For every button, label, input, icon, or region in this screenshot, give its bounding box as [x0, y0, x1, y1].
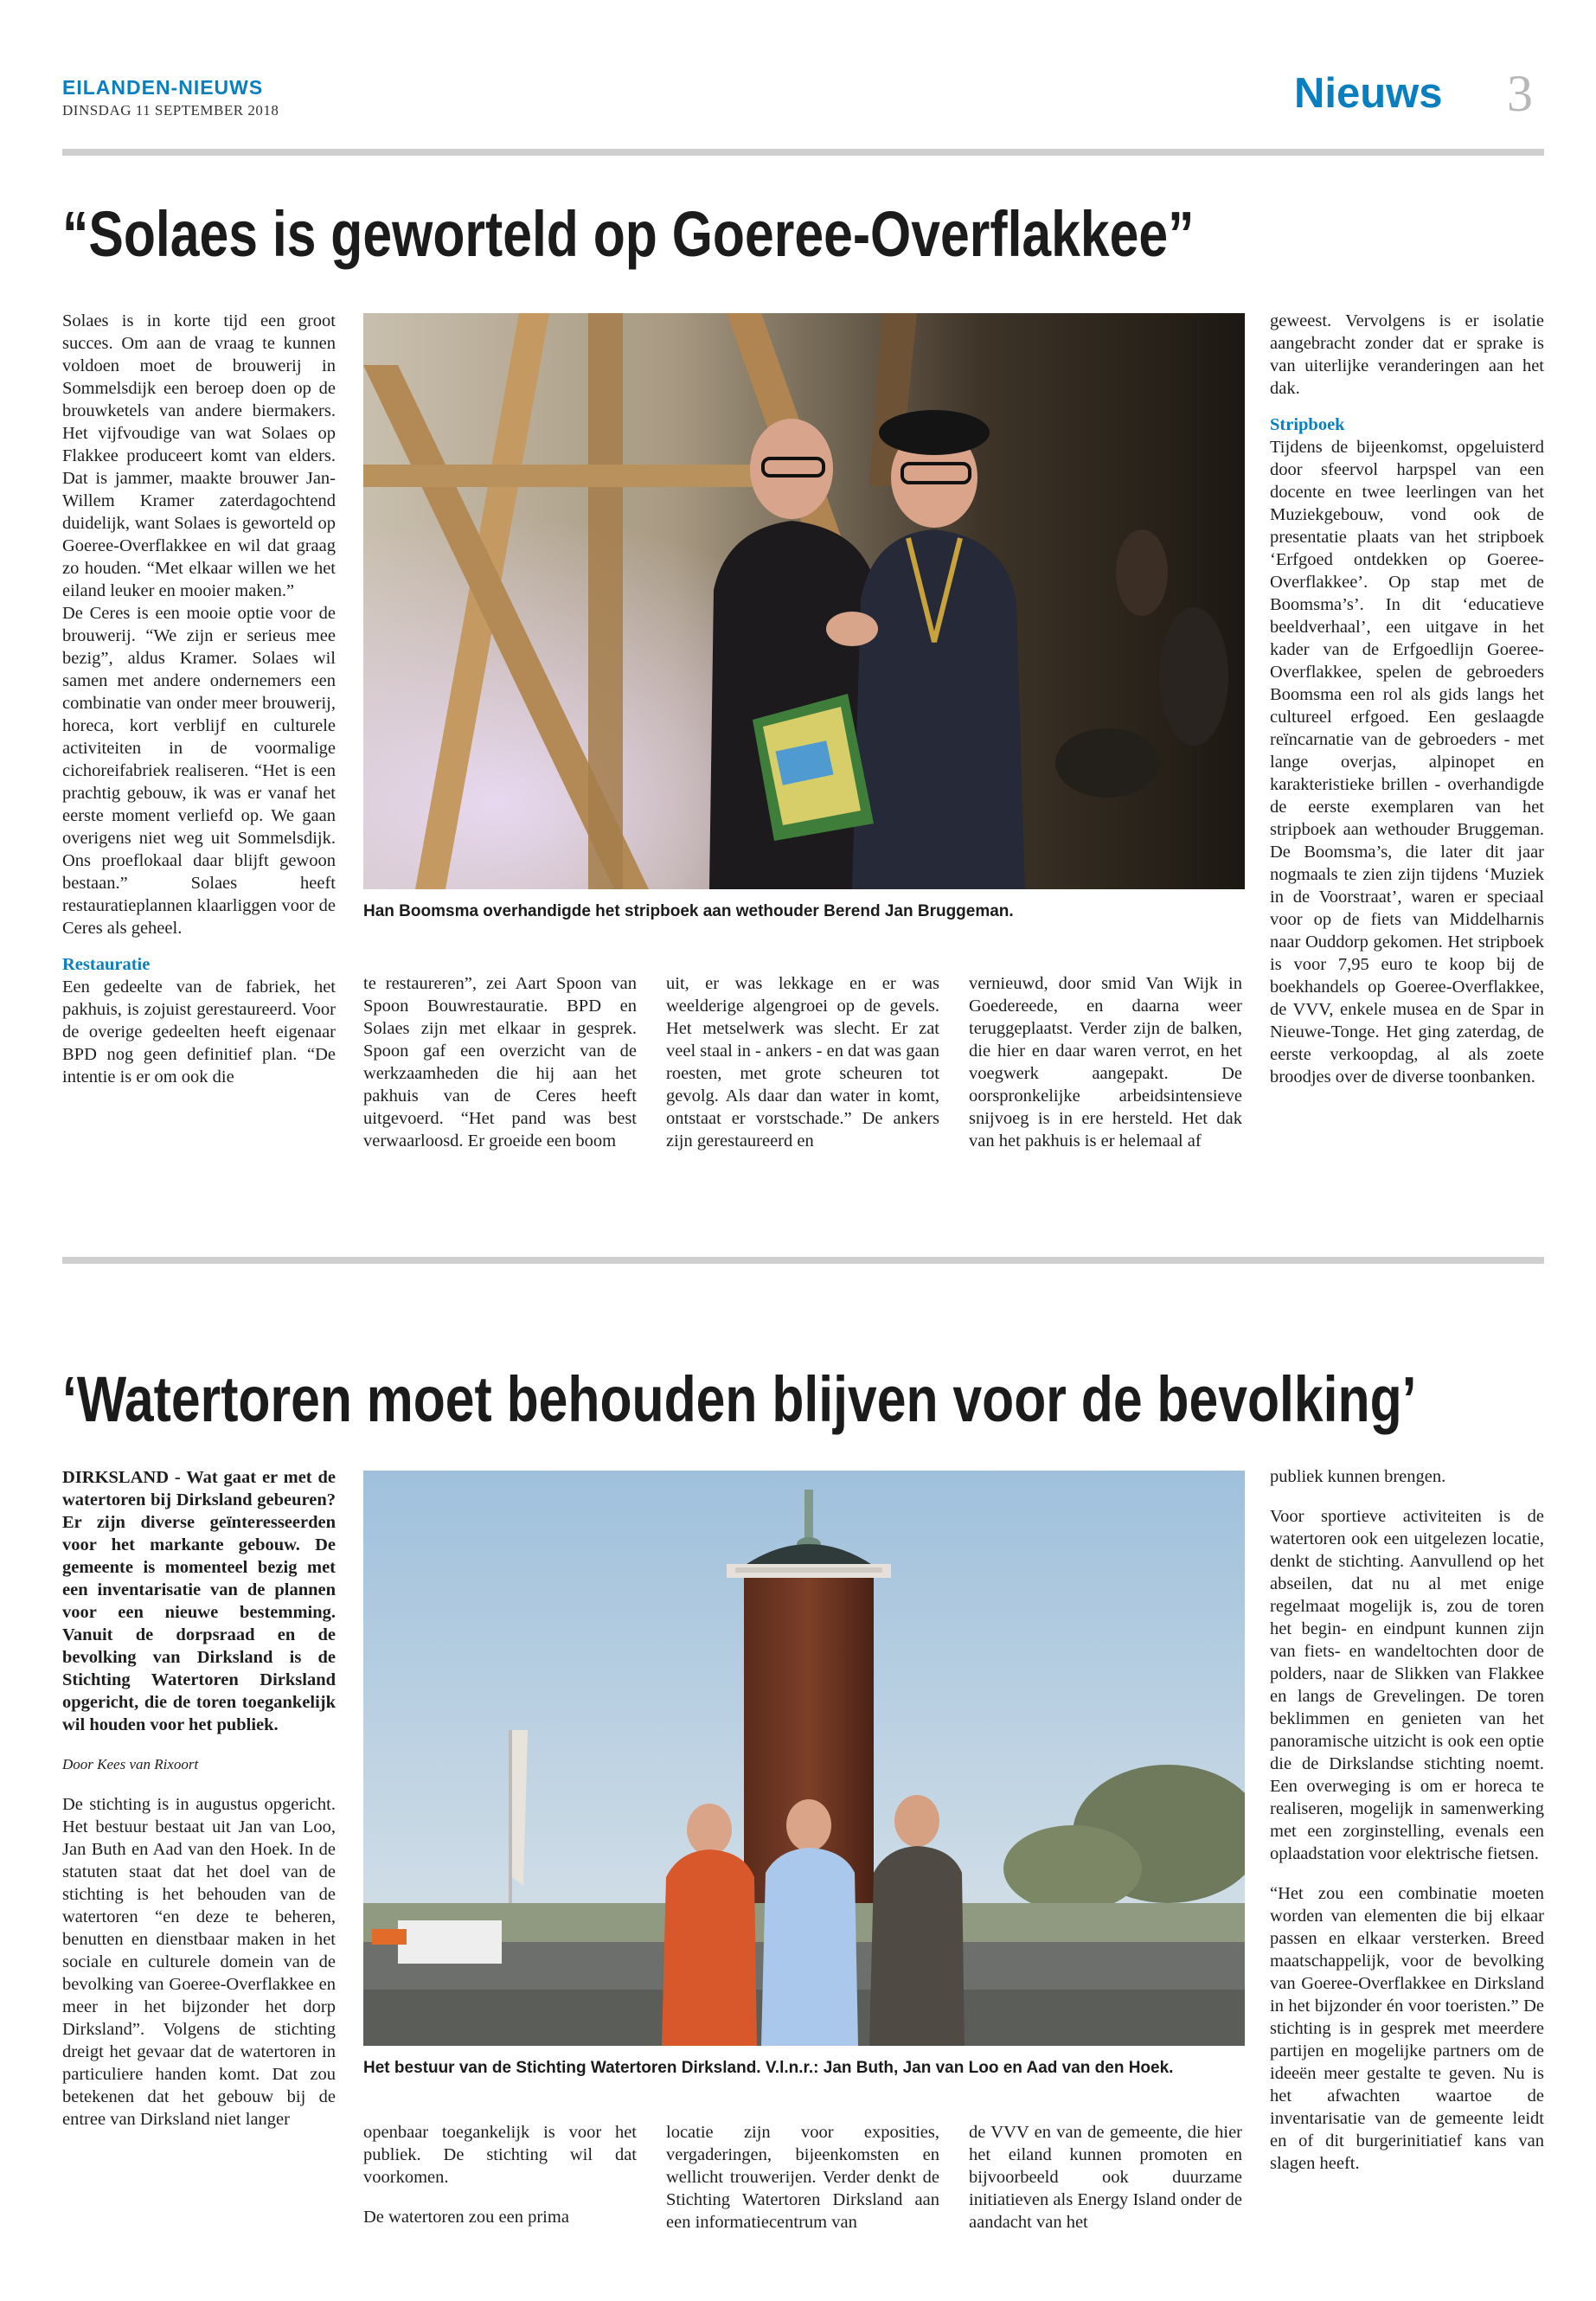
- top-rule: [62, 149, 1544, 156]
- article2-paragraph: De watertoren zou een prima: [363, 2208, 569, 2227]
- paper-logo: EILANDEN-NIEUWS: [62, 76, 264, 99]
- article1-paragraph: uit, er was lekkage en er was weelderige algengroei op de gevels. Het metselwerk was slecht. Er zat veel staal in - ankers - en dat was gaan roesten, met grote scheuren tot gevolg. Als daar dan water in komt, ontstaat er vorstschade.” De ankers zijn gerestaureerd en: [666, 974, 939, 1150]
- article1-column-3: [666, 972, 939, 1154]
- article2-paragraph: openbaar toegankelijk is voor het publiek. De stichting wil dat voorkomen.: [363, 2123, 637, 2187]
- article1-column-4: [969, 972, 1242, 1154]
- article2-paragraph: locatie zijn voor exposities, vergaderingen, bijeenkomsten en wellicht trouwerijen. Verder denkt de Stichting Watertoren Dirksland aan een informatiecentrum van: [666, 2123, 939, 2232]
- article2-paragraph: De stichting is in augustus opgericht. Het bestuur bestaat uit Jan van Loo, Jan Buth en Aad van den Hoek. In de statuten staat dat het doel van de stichting is het behouden van de watertoren “en deze te beheren, benutten en dienstbaar maken in het sociale en culturele domein van de bevolking van Goeree-Overflakkee en meer in het bijzonder het dorp Dirksland”. Volgens de stichting dreigt het gevaar dat de watertoren in particuliere handen komt. Dat zou betekenen dat het gebouw bij de entree van Dirksland niet langer: [62, 1795, 336, 2129]
- issue-date: DINSDAG 11 SEPTEMBER 2018: [62, 102, 279, 119]
- article-divider-rule: [62, 1257, 1544, 1264]
- article2-paragraph: “Het zou een combinatie moeten worden van elementen die bij elkaar passen en elkaar versterken. Breed maatschappelijk, voor de bevolking van Goeree-Overflakkee en Dirksland in het bijzonder én voor toeristen.” De stichting is in gesprek met meerdere partijen en mogelijke partners om de ideeën meer gestalte te geven. Nu is het afwachten waartoe de inventarisatie van de gemeente leidt en of dit burgerinitiatief kans van slagen heeft.: [1270, 1884, 1544, 2173]
- article2-column-5: [1270, 1465, 1544, 2296]
- article2-paragraph: publiek kunnen brengen.: [1270, 1467, 1446, 1486]
- article1-paragraph: De Ceres is een mooie optie voor de brouwerij. “We zijn er serieus mee bezig”, aldus Kramer. Solaes wil samen met andere ondernemers een combinatie van onder meer brouwerij, horeca, kort verblijf en culturele activiteiten in de voormalige cichoreifabriek realiseren. “Het is een prachtig gebouw, ik was er vanaf het eerste moment verliefd op. We gaan overigens niet weg uit Sommelsdijk. Ons proeflokaal daar blijft gewoon bestaan.” Solaes heeft restauratieplannen klaarliggen voor de Ceres als geheel.: [62, 604, 336, 938]
- article1-paragraph: vernieuwd, door smid Van Wijk in Goedereede, en daarna weer teruggeplaatst. Verder zijn de balken, die hier en daar waren verrot, en het voegwerk aangepakt. De oorspronkelijke arbeidsintensieve snijvoeg is in ere hersteld. Het dak van het pakhuis is er helemaal af: [969, 974, 1242, 1150]
- article1-paragraph: geweest. Vervolgens is er isolatie aangebracht zonder dat er sprake is van uiterlijke veranderingen aan het dak.: [1270, 311, 1544, 398]
- article1-paragraph: Tijdens de bijeenkomst, opgeluisterd door sfeervol harpspel van een docente en twee leerlingen van het Muziekgebouw, vond ook de presentatie plaats van het stripboek ‘Erfgoed ontdekken op Goeree-Overflakkee’. Op stap met de Boomsma’s’. In dit ‘educatieve beeldverhaal’, een uitgave in het kader van de Erfgoedlijn Goeree-Overflakkee, spelen de gebroeders Boomsma een rol als gids langs het cultureel erfgoed. Een geslaagde reïncarnatie van de gebroeders - met lange overjas, alpinopet en karakteristieke brillen - overhandigde de eerste exemplaren van het stripboek aan wethouder Bruggeman. De Boomsma’s, die later dit jaar nogmaals te zien zijn tijdens ‘Muziek in de Voorstraat’, waren er speciaal voor op de fiets van Middelharnis naar Ouddorp gekomen. Het stripboek is voor 7,95 euro te koop bij de boekhandels op Goeree-Overflakkee, de VVV, enkele musea en de Spar in Nieuwe-Tonge. Het ging zaterdag, de eerste verkoopdag, al als zoete broodjes over de diverse toonbanken.: [1270, 438, 1544, 1086]
- article2-paragraph: de VVV en van de gemeente, die hier het eiland kunnen promoten en bijvoorbeeld ook duurzame initiatieven als Energy Island onder de aandacht van het: [969, 2123, 1242, 2232]
- article2-byline: Door Kees van Rixoort: [62, 1756, 199, 1772]
- article1-paragraph: Solaes is in korte tijd een groot succes. Om aan de vraag te kunnen voldoen moet de brouwerij in Sommelsdijk een beroep doen op de brouwketels van andere biermakers. Het vijfvoudige van wat Solaes op Flakkee produceert komt van elders. Dat is jammer, maakte brouwer Jan-Willem Kramer zaterdagochtend duidelijk, want Solaes is geworteld op Goeree-Overflakkee en wil dat graag zo houden. “Met elkaar willen we het eiland leuker en mooier maken.”: [62, 311, 336, 600]
- article2-photo-caption: Het bestuur van de Stichting Watertoren Dirksland. V.l.n.r.: Jan Buth, Jan van Loo en Aad van den Hoek.: [363, 2059, 1174, 2077]
- article1-column-2: [363, 972, 637, 1154]
- article2-paragraph: Voor sportieve activiteiten is de watertoren ook een uitgelezen locatie, denkt de stichting. Aanvullend op het abseilen, dat nu al met enige regelmaat mogelijk is, zou de toren het begin- en eindpunt kunnen zijn van fiets- en wandeltochten door de polders, naar de Slikken van Flakkee en langs de Grevelingen. De toren beklimmen en genieten van het panoramische uitzicht is ook een optie die de Dirkslandse stichting noemt. Een overweging is om er horeca te realiseren, mogelijk in samenwerking met een zorginstelling, evenals een oplaadstation voor elektrische fietsen.: [1270, 1507, 1544, 1863]
- article1-paragraph: te restaureren”, zei Aart Spoon van Spoon Bouwrestauratie. BPD en Solaes zijn met elkaar in gesprek. Spoon gaf een overzicht van de werkzaamheden die hij aan het pakhuis van de Ceres heeft uitgevoerd. “Het pand was best verwaarloosd. Er groeide een boom: [363, 974, 637, 1150]
- article1-photo: [363, 313, 1245, 889]
- article1-column-1: [62, 310, 336, 1149]
- article2-column-4: [969, 2121, 1242, 2294]
- article2-column-2: [363, 2121, 637, 2294]
- article2-column-3: [666, 2121, 939, 2294]
- article1-subhead-restauratie: Restauratie: [62, 955, 151, 974]
- article2-photo: [363, 1471, 1245, 2046]
- page-number: 3: [1507, 65, 1533, 122]
- article2-column-1: [62, 1466, 336, 2279]
- article1-paragraph: Een gedeelte van de fabriek, het pakhuis, is zojuist gerestaureerd. Voor de overige gedeelten heeft eigenaar BPD nog geen definitief plan. “De intentie is er om ook die: [62, 977, 336, 1086]
- article1-column-5: [1270, 310, 1544, 1157]
- article1-photo-caption: Han Boomsma overhandigde het stripboek aan wethouder Berend Jan Bruggeman.: [363, 902, 1014, 920]
- article1-headline: “Solaes is geworteld op Goeree-Overflakkee”: [62, 198, 1195, 270]
- article2-headline: ‘Watertoren moet behouden blijven voor de bevolking’: [62, 1363, 1417, 1435]
- article1-subhead-stripboek: Stripboek: [1270, 415, 1345, 434]
- section-title: Nieuws: [1294, 70, 1443, 117]
- article2-lead: DIRKSLAND - Wat gaat er met de watertoren bij Dirksland gebeuren? Er zijn diverse geïnteresseerden voor het markante gebouw. De gemeente is momenteel bezig met een inventarisatie van de plannen voor een nieuwe bestemming. Vanuit de dorpsraad en de bevolking van Dirksland is de Stichting Watertoren Dirksland opgericht, die de toren toegankelijk wil houden voor het publiek.: [62, 1468, 336, 1734]
